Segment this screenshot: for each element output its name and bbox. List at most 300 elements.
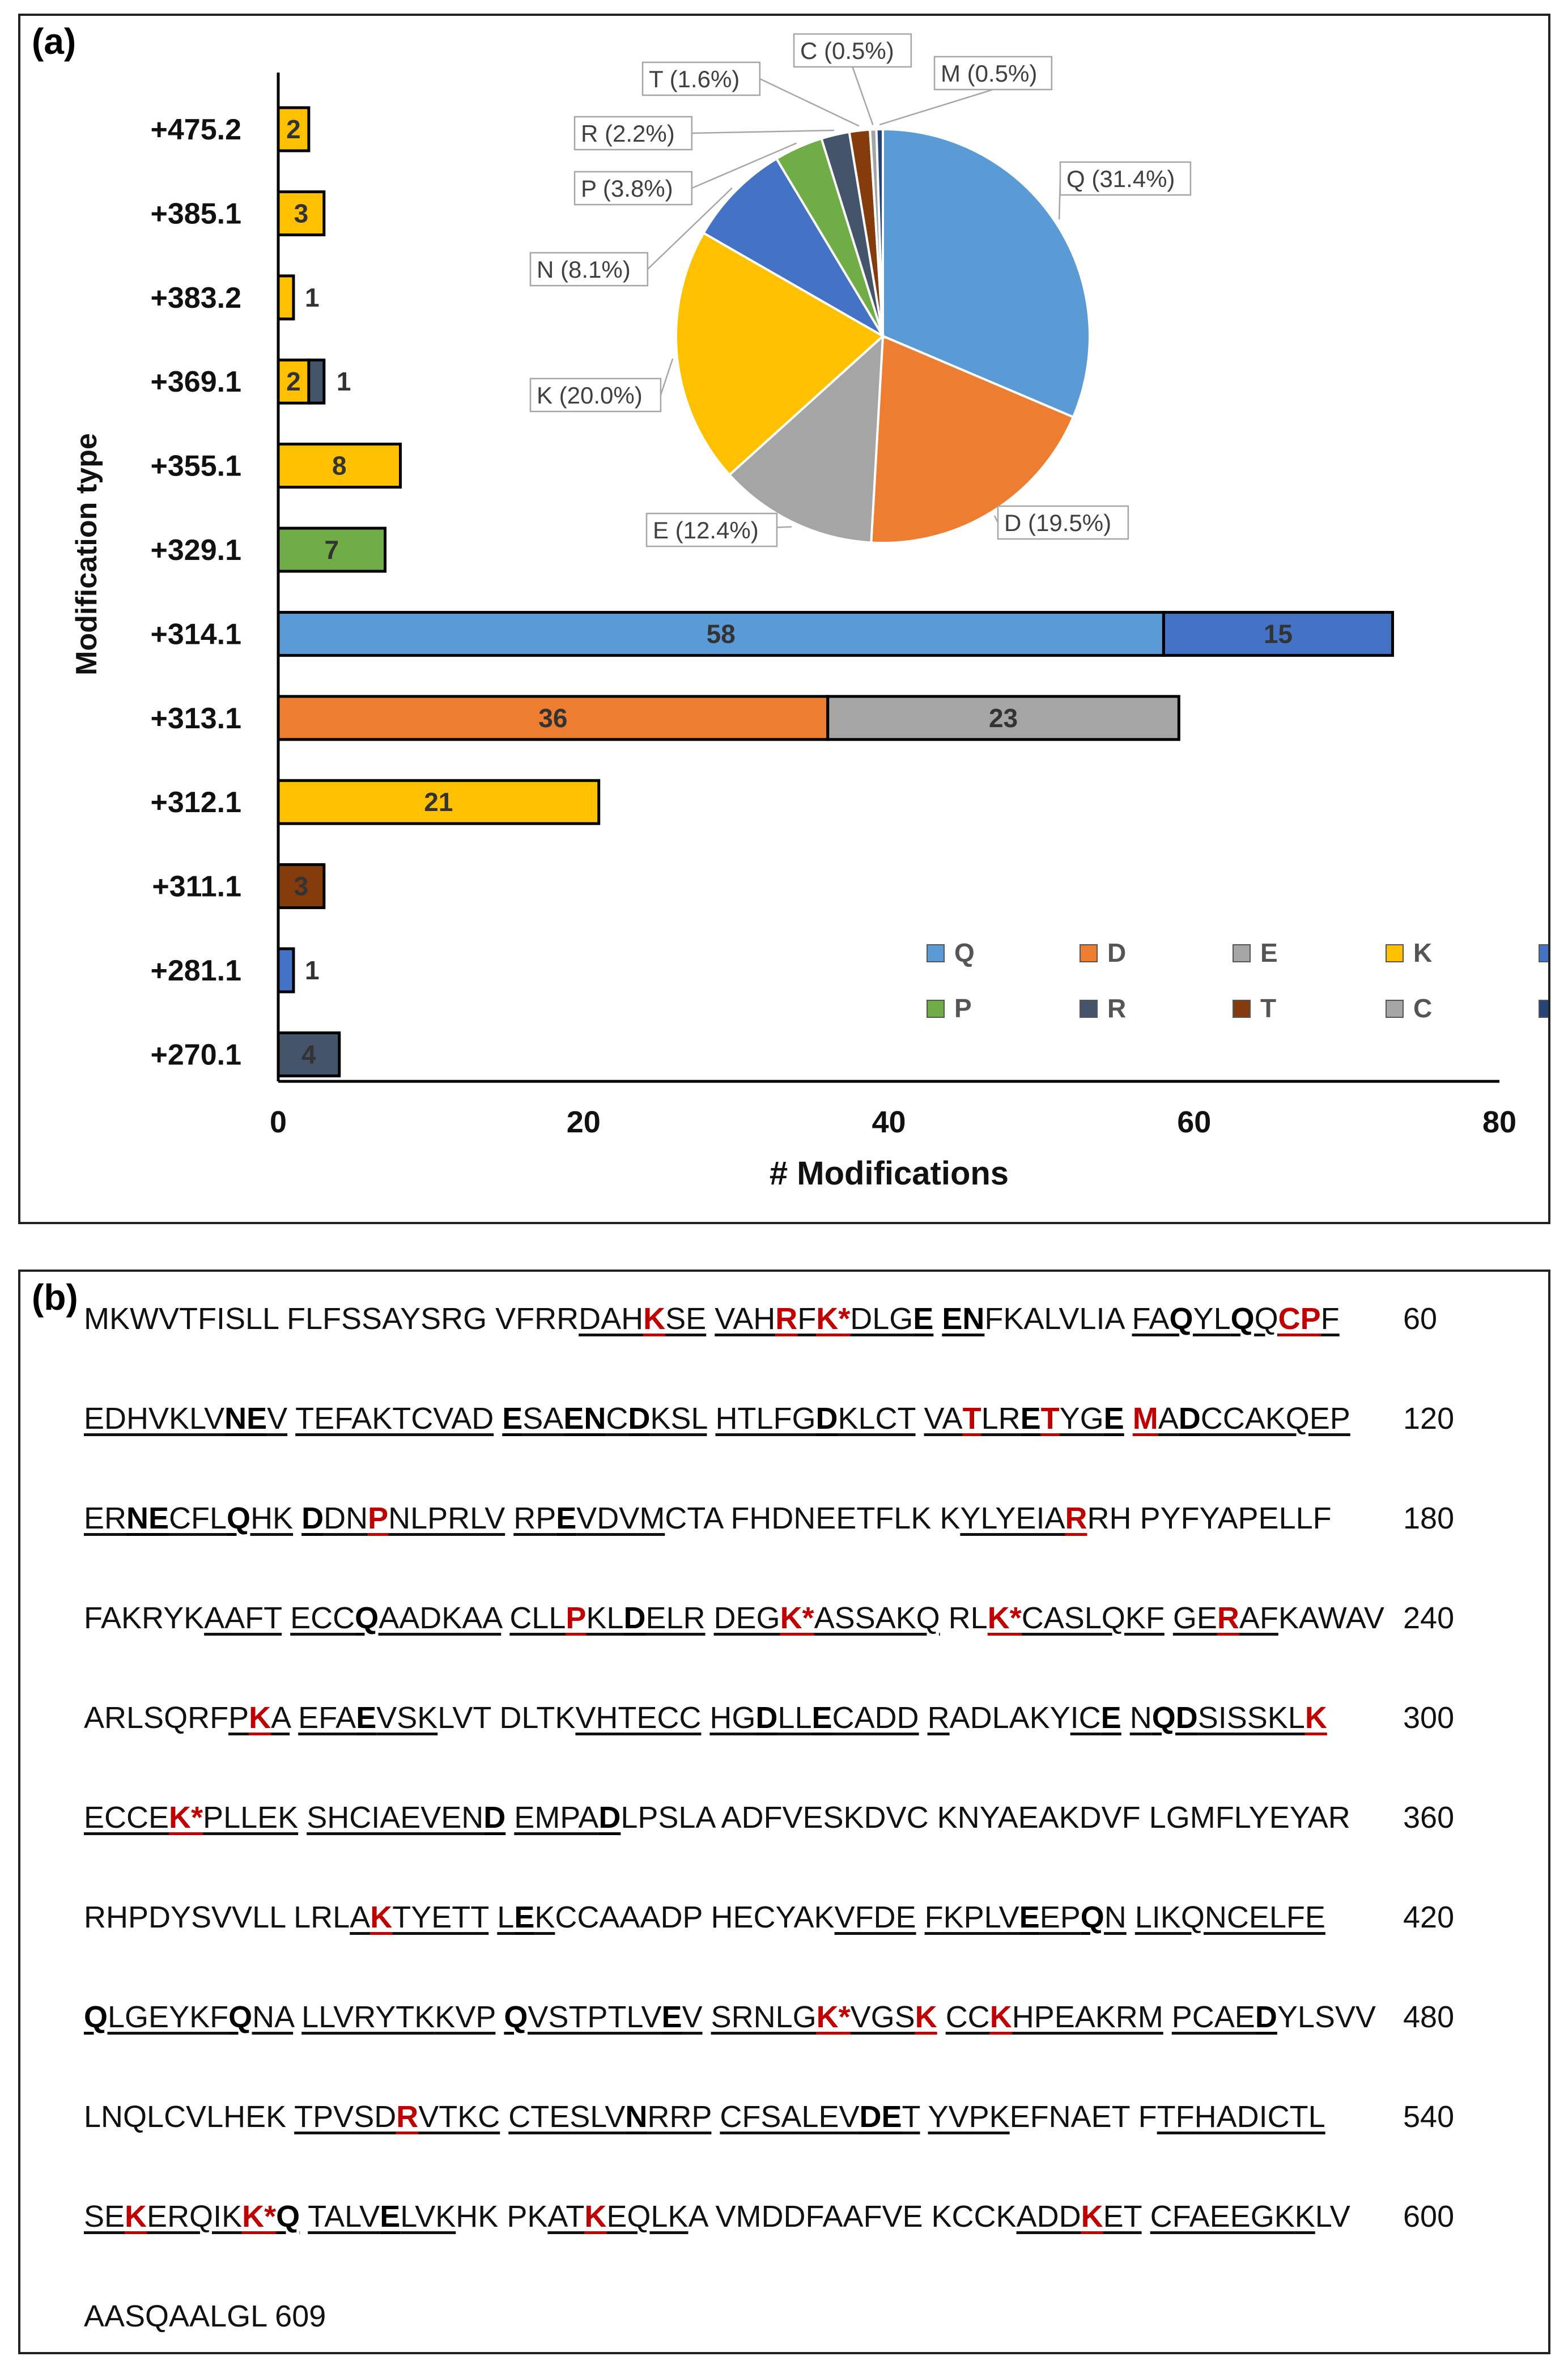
modified-residue: K* — [169, 1801, 203, 1835]
sequence-segment: HTLFG — [715, 1402, 816, 1436]
sequence-segment: YL — [1193, 1302, 1231, 1336]
modified-residue: R — [396, 2100, 419, 2134]
sequence-segment: K — [534, 1900, 555, 1934]
highlighted-residue: D — [755, 1701, 778, 1735]
pie-leader-line — [661, 359, 673, 395]
sequence-segment: KAWAV — [1278, 1601, 1384, 1635]
category-label: +475.2 — [150, 113, 241, 146]
sequence-segment: TFHADICTL — [1157, 2100, 1325, 2134]
modified-residue: K — [584, 2200, 607, 2234]
sequence-segment: CC — [945, 2000, 990, 2034]
sequence-segment — [300, 2200, 308, 2234]
pie-label: D (19.5%) — [1004, 510, 1112, 536]
highlighted-residue: E — [1019, 1900, 1040, 1934]
sequence-segment: TYETT — [392, 1900, 489, 1934]
sequence-segment — [298, 1801, 307, 1835]
bar-segment — [278, 276, 294, 319]
sequence-segment: N — [1129, 1701, 1152, 1735]
sequence-segment — [293, 2000, 301, 2034]
sequence-row — [84, 1700, 1327, 1735]
sequence-segment: AT — [547, 2200, 585, 2234]
sequence-position-number: 600 — [1403, 2200, 1455, 2234]
legend-label: E — [1260, 938, 1278, 967]
pie-label: R (2.2%) — [581, 120, 675, 147]
pie-label: P (3.8%) — [581, 175, 673, 202]
sequence-segment: LIKQNCELFE — [1134, 1900, 1325, 1934]
sequence-row — [84, 2099, 1325, 2134]
highlighted-residue: Q — [228, 2000, 253, 2034]
modified-residue: P — [566, 1601, 587, 1635]
sequence-segment: V — [682, 2000, 703, 2034]
sequence-segment: YLSVV — [1277, 2000, 1376, 2034]
highlighted-residue: D — [483, 1801, 506, 1835]
x-tick-label: 80 — [1482, 1105, 1517, 1139]
sequence-segment: K — [1294, 2200, 1315, 2234]
sequence-segment: RH PYFYAPELLF — [1087, 1501, 1332, 1535]
sequence-segment: SHCIAEVEN — [307, 1801, 484, 1835]
sequence-segment: DN — [324, 1501, 368, 1535]
highlighted-residue: D — [628, 1402, 651, 1436]
sequence-segment: SISSKL — [1197, 1701, 1305, 1735]
sequence-segment: LNQLCVLHEK — [84, 2100, 295, 2134]
highlighted-residue: E — [1103, 1402, 1124, 1436]
sequence-segment: LL — [777, 1701, 812, 1735]
sequence-segment: SRNLG — [711, 2000, 817, 2034]
sequence-segment: LR — [981, 1402, 1021, 1436]
sequence-segment: ERQIK — [147, 2200, 243, 2234]
category-label: +313.1 — [150, 702, 241, 735]
highlighted-residue: D — [301, 1501, 324, 1535]
pie-leader-line — [852, 67, 873, 125]
sequence-segment: RRP — [647, 2100, 712, 2134]
data-label: 36 — [538, 703, 568, 733]
highlighted-residue: E — [913, 1302, 934, 1336]
category-label: +270.1 — [150, 1038, 241, 1072]
highlighted-residue: QD — [1151, 1701, 1198, 1735]
sequence-segment: CFSALEV — [720, 2100, 860, 2134]
sequence-segment: C — [606, 1402, 628, 1436]
sequence-segment: VHTECC — [575, 1701, 702, 1735]
y-axis-title: Modification type — [70, 433, 103, 676]
highlighted-residue: Q — [1080, 1900, 1104, 1934]
sequence-segment: TALV — [308, 2200, 380, 2234]
modified-residue: P — [368, 1501, 389, 1535]
sequence-segment: ASSAKQ — [814, 1601, 940, 1635]
sequence-segment: PCAE — [1171, 2000, 1255, 2034]
modified-residue: K* — [816, 2000, 851, 2034]
highlighted-residue: D — [815, 1402, 838, 1436]
modification-chart — [20, 16, 1548, 1222]
highlighted-residue: Q — [1230, 1302, 1255, 1336]
data-label: 58 — [706, 619, 736, 649]
modified-residue: K* — [780, 1601, 814, 1635]
sequence-segment: YLYEIA — [960, 1501, 1065, 1535]
highlighted-residue: Q — [84, 2000, 108, 2034]
highlighted-residue: E — [380, 2200, 401, 2234]
highlighted-residue: Q — [1169, 1302, 1193, 1336]
data-label: 1 — [336, 367, 351, 397]
legend-label: D — [1107, 938, 1127, 967]
sequence-segment: EFNAET F — [1009, 2100, 1157, 2134]
sequence-segment: ECC — [290, 1601, 355, 1635]
sequence-segment: CFL — [169, 1501, 227, 1535]
sequence-segment: LVK — [400, 2200, 456, 2234]
sequence-position-number: 300 — [1403, 1701, 1455, 1735]
sequence-segment — [711, 2100, 720, 2134]
pie-label: K (20.0%) — [537, 382, 643, 409]
sequence-segment: Q — [1254, 1302, 1278, 1336]
sequence-segment — [495, 2000, 504, 2034]
sequence-segment: T — [902, 2100, 920, 2134]
modified-residue: K — [1304, 1701, 1327, 1735]
sequence-segment: VFDE — [834, 1900, 916, 1934]
sequence-segment: HPEAKRM — [1012, 2000, 1163, 2034]
sequence-segment — [505, 1501, 513, 1535]
sequence-segment — [501, 1601, 509, 1635]
sequence-row — [84, 2199, 1350, 2234]
pie-leader-line — [692, 130, 834, 133]
modified-residue: T — [1040, 1402, 1060, 1436]
sequence-segment: TPVSD — [294, 2100, 397, 2134]
data-label: 3 — [294, 871, 309, 901]
highlighted-residue: E — [1020, 1402, 1041, 1436]
highlighted-residue: Q — [227, 1501, 251, 1535]
sequence-segment: VGS — [850, 2000, 915, 2034]
sequence-segment: YVPK — [928, 2100, 1010, 2134]
modified-residue: R — [1217, 1601, 1239, 1635]
sequence-segment: SE — [84, 2200, 125, 2234]
category-label: +311.1 — [152, 870, 241, 903]
sequence-segment: A VMDDFAAFVE KCCK — [688, 2200, 1017, 2234]
sequence-segment — [916, 1900, 925, 1934]
sequence-segment: YG — [1059, 1402, 1104, 1436]
sequence-segment: CTESLV — [508, 2100, 626, 2134]
highlighted-residue: E — [356, 1701, 377, 1735]
sequence-segment: ECCE — [84, 1801, 169, 1835]
sequence-segment: VDVM — [576, 1501, 665, 1535]
legend-swatch — [1539, 945, 1548, 962]
data-label: 4 — [301, 1039, 316, 1069]
sequence-segment — [494, 1402, 502, 1436]
sequence-segment — [937, 2000, 946, 2034]
sequence-segment: A — [271, 1701, 290, 1735]
modified-residue: CP — [1278, 1302, 1321, 1336]
sequence-segment: HG — [709, 1701, 756, 1735]
sequence-segment: RHPDYSVVLL LRL — [84, 1900, 350, 1934]
sequence-segment: EQLK — [606, 2200, 689, 2234]
pie-label: N (8.1%) — [537, 256, 631, 283]
sequence-segment — [1142, 2200, 1150, 2234]
modified-residue: R — [775, 1302, 798, 1336]
sequence-row — [84, 1401, 1350, 1436]
modified-residue: K — [915, 2000, 937, 2034]
sequence-segment: ET — [1103, 2200, 1142, 2234]
pie-label: Q (31.4%) — [1066, 165, 1175, 192]
sequence-segment: FKALVLIA — [984, 1302, 1132, 1336]
sequence-segment — [293, 1501, 301, 1535]
data-label: 1 — [304, 282, 320, 312]
bar-segment — [278, 949, 294, 992]
x-tick-label: 60 — [1177, 1105, 1212, 1139]
legend-swatch — [927, 945, 944, 962]
category-label: +314.1 — [150, 618, 241, 651]
highlighted-residue: DE — [859, 2100, 902, 2134]
legend-swatch — [1386, 945, 1403, 962]
sequence-segment — [1163, 2000, 1172, 2034]
sequence-segment: LPSLA ADFVESKDVC KNYAEAKDVF LGMFLYEYAR — [621, 1801, 1350, 1835]
sequence-segment — [706, 1302, 715, 1336]
modified-residue: K* — [816, 1302, 851, 1336]
panel-a — [18, 14, 1550, 1224]
data-label: 23 — [988, 703, 1018, 733]
sequence-segment: DEG — [713, 1601, 780, 1635]
sequence-segment: AASQAALGL 609 — [84, 2299, 326, 2333]
sequence-segment: CADD — [832, 1701, 919, 1735]
sequence-segment: MKWVTFISLL FLFSSAYSRG VFRR — [84, 1302, 579, 1336]
sequence-segment: A — [350, 1900, 371, 1934]
sequence-segment: LVT DLTK — [437, 1701, 576, 1735]
modified-residue: K — [989, 2000, 1012, 2034]
highlighted-residue: Q — [504, 2000, 528, 2034]
sequence-segment — [706, 1601, 714, 1635]
modified-residue: K — [1081, 2200, 1103, 2234]
x-axis-title: # Modifications — [769, 1155, 1009, 1192]
sequence-segment: AADKAA — [379, 1601, 502, 1635]
x-tick-label: 40 — [872, 1105, 906, 1139]
modified-residue: K — [370, 1900, 393, 1934]
sequence-segment: CLL — [509, 1601, 566, 1635]
highlighted-residue: E — [502, 1402, 523, 1436]
sequence-segment: CTA FHDNEETFLK K — [665, 1501, 961, 1535]
sequence-segment — [701, 1701, 709, 1735]
sequence-position-number: 60 — [1403, 1302, 1438, 1336]
highlighted-residue: E — [1100, 1701, 1121, 1735]
sequence-segment — [505, 1801, 514, 1835]
sequence-row — [84, 1900, 1325, 1935]
sequence-segment: FAKRYK — [84, 1601, 205, 1635]
data-label: 3 — [294, 198, 309, 228]
category-label: +369.1 — [150, 366, 241, 399]
modified-residue: M — [1132, 1402, 1158, 1436]
sequence-segment: RL — [940, 1601, 988, 1635]
sequence-segment: ADD — [1016, 2200, 1081, 2234]
sequence-row — [84, 1501, 1332, 1536]
highlighted-residue: E — [661, 2000, 682, 2034]
sequence-segment: RP — [513, 1501, 556, 1535]
bar-segment — [309, 360, 324, 403]
sequence-segment — [282, 1601, 290, 1635]
pie-label: E (12.4%) — [653, 517, 759, 544]
modified-residue: R — [1065, 1501, 1087, 1535]
sequence-segment — [500, 2100, 508, 2134]
highlighted-residue: NE — [224, 1402, 267, 1436]
highlighted-residue: NE — [126, 1501, 169, 1535]
sequence-segment: KL — [586, 1601, 624, 1635]
data-label: 8 — [332, 451, 347, 481]
category-label: +355.1 — [150, 449, 241, 483]
modified-residue: K — [125, 2200, 147, 2234]
sequence-segment: NLPRLV — [388, 1501, 505, 1535]
pie-leader-line — [879, 90, 993, 125]
sequence-segment: SA — [522, 1402, 564, 1436]
sequence-segment: EMPA — [514, 1801, 599, 1835]
sequence-segment: HK PK — [456, 2200, 548, 2234]
category-label: +281.1 — [150, 954, 241, 987]
sequence-segment: CCAKQEP — [1200, 1402, 1350, 1436]
legend-swatch — [1080, 1000, 1097, 1017]
sequence-segment — [488, 1900, 497, 1934]
legend-swatch — [1386, 1000, 1403, 1017]
sequence-segment — [290, 1701, 298, 1735]
highlighted-residue: D — [1255, 2000, 1277, 2034]
sequence-segment: LV — [1315, 2200, 1350, 2234]
sequence-segment: KLCT — [838, 1402, 916, 1436]
sequence-segment: ELR — [645, 1601, 706, 1635]
sequence-position-number: 480 — [1403, 2000, 1455, 2034]
sequence-segment — [933, 1302, 942, 1336]
sequence-row — [84, 1999, 1376, 2035]
sequence-row — [84, 1800, 1350, 1835]
sequence-segment: LLVRYTK — [301, 2000, 435, 2034]
sequence-segment: VSK — [376, 1701, 438, 1735]
sequence-segment: KVP — [435, 2000, 496, 2034]
sequence-segment: F — [797, 1302, 817, 1336]
sequence-position-number: 420 — [1403, 1900, 1455, 1934]
sequence-segment: AAFT — [204, 1601, 282, 1635]
x-tick-label: 0 — [269, 1105, 287, 1139]
highlighted-residue: E — [514, 1900, 535, 1934]
highlighted-residue: D — [623, 1601, 646, 1635]
panel-a-label: (a) — [32, 21, 77, 62]
sequence-segment: LGEYKF — [108, 2000, 229, 2034]
sequence-segment: VA — [924, 1402, 963, 1436]
data-label: 2 — [286, 114, 301, 144]
sequence-segment: DAH — [579, 1302, 644, 1336]
sequence-segment — [920, 2100, 928, 2134]
sequence-segment: FA — [1132, 1302, 1170, 1336]
legend-label: K — [1413, 938, 1433, 967]
legend-label: Q — [954, 938, 975, 967]
sequence-segment: N — [1104, 1900, 1127, 1934]
sequence-segment: CFAEEGK — [1150, 2200, 1295, 2234]
sequence-position-number: 120 — [1403, 1402, 1455, 1436]
legend-swatch — [1233, 945, 1250, 962]
legend-label: R — [1107, 994, 1127, 1023]
sequence-segment: VSTPTLV — [528, 2000, 662, 2034]
sequence-segment: L — [497, 1900, 515, 1934]
legend-label: C — [1413, 994, 1433, 1023]
sequence-segment — [1121, 1701, 1130, 1735]
panel-b — [18, 1270, 1550, 2354]
panel-b-label: (b) — [32, 1277, 78, 1318]
sequence-segment: CASLQKF — [1021, 1601, 1165, 1635]
sequence-segment: VAH — [715, 1302, 776, 1336]
modified-residue: K — [249, 1701, 271, 1735]
sequence-segment: KSL — [650, 1402, 707, 1436]
sequence-segment — [919, 1701, 928, 1735]
modified-residue: K — [643, 1302, 666, 1336]
sequence-segment: TEFAKTCVAD — [295, 1402, 494, 1436]
highlighted-residue: EN — [942, 1302, 985, 1336]
data-label: 1 — [304, 956, 320, 985]
sequence-segment: PLLEK — [203, 1801, 299, 1835]
sequence-position-number: 540 — [1403, 2100, 1455, 2134]
sequence-row — [84, 1600, 1384, 1636]
sequence-segment: ARLSQRF — [84, 1701, 229, 1735]
sequence-segment: EDHVKLV — [84, 1402, 225, 1436]
highlighted-residue: EN — [563, 1402, 606, 1436]
legend-swatch — [1233, 1000, 1250, 1017]
legend-label: T — [1260, 994, 1277, 1023]
sequence-segment: SE — [665, 1302, 707, 1336]
highlighted-residue: N — [625, 2100, 648, 2134]
sequence-segment: P — [228, 1701, 249, 1735]
sequence-segment: IC — [1070, 1701, 1101, 1735]
sequence-segment: CCAAADP HECYAK — [555, 1900, 835, 1934]
pie-label: M (0.5%) — [941, 60, 1038, 87]
category-label: +312.1 — [150, 786, 241, 820]
sequence-segment: GE — [1172, 1601, 1217, 1635]
modified-residue: K* — [242, 2200, 277, 2234]
sequence-segment: NA — [252, 2000, 294, 2034]
legend-label: P — [954, 994, 972, 1023]
category-label: +329.1 — [150, 534, 241, 567]
sequence-segment — [707, 1402, 715, 1436]
sequence-row — [84, 2299, 326, 2334]
sequence-segment — [287, 1402, 295, 1436]
highlighted-residue: Q — [355, 1601, 379, 1635]
sequence-row — [84, 1301, 1340, 1336]
sequence-segment: A — [1158, 1402, 1179, 1436]
sequence-segment — [916, 1402, 924, 1436]
modified-residue: K* — [987, 1601, 1022, 1635]
sequence-segment: AF — [1239, 1601, 1278, 1635]
sequence-segment: F — [1320, 1302, 1340, 1336]
sequence-segment — [703, 2000, 711, 2034]
sequence-segment: FKPLV — [924, 1900, 1019, 1934]
sequence-segment: HK — [250, 1501, 294, 1535]
pie-label: T (1.6%) — [649, 66, 740, 92]
pie-label: C (0.5%) — [800, 37, 894, 64]
sequence-segment: EFA — [298, 1701, 356, 1735]
sequence-segment: V — [267, 1402, 288, 1436]
highlighted-residue: D — [1178, 1402, 1201, 1436]
category-label: +383.2 — [150, 281, 241, 315]
data-label: 2 — [286, 367, 301, 397]
sequence-segment — [1124, 1402, 1133, 1436]
highlighted-residue: E — [556, 1501, 577, 1535]
legend-swatch — [1080, 945, 1097, 962]
sequence-position-number: 240 — [1403, 1601, 1455, 1635]
x-tick-label: 20 — [566, 1105, 601, 1139]
sequence-segment: VTKC — [418, 2100, 500, 2134]
sequence-position-number: 180 — [1403, 1501, 1455, 1535]
highlighted-residue: Q — [276, 2200, 300, 2234]
sequence-position-number: 360 — [1403, 1801, 1455, 1835]
legend-swatch — [1539, 1000, 1548, 1017]
sequence-segment — [1127, 1900, 1135, 1934]
data-label: 7 — [324, 535, 339, 564]
sequence-segment: ER — [84, 1501, 127, 1535]
modified-residue: T — [962, 1402, 981, 1436]
sequence-segment — [1165, 1601, 1173, 1635]
highlighted-residue: D — [598, 1801, 621, 1835]
sequence-segment: ADLAKY — [949, 1701, 1070, 1735]
data-label: 15 — [1263, 619, 1293, 649]
category-label: +385.1 — [150, 197, 241, 231]
highlighted-residue: E — [811, 1701, 832, 1735]
legend-swatch — [927, 1000, 944, 1017]
